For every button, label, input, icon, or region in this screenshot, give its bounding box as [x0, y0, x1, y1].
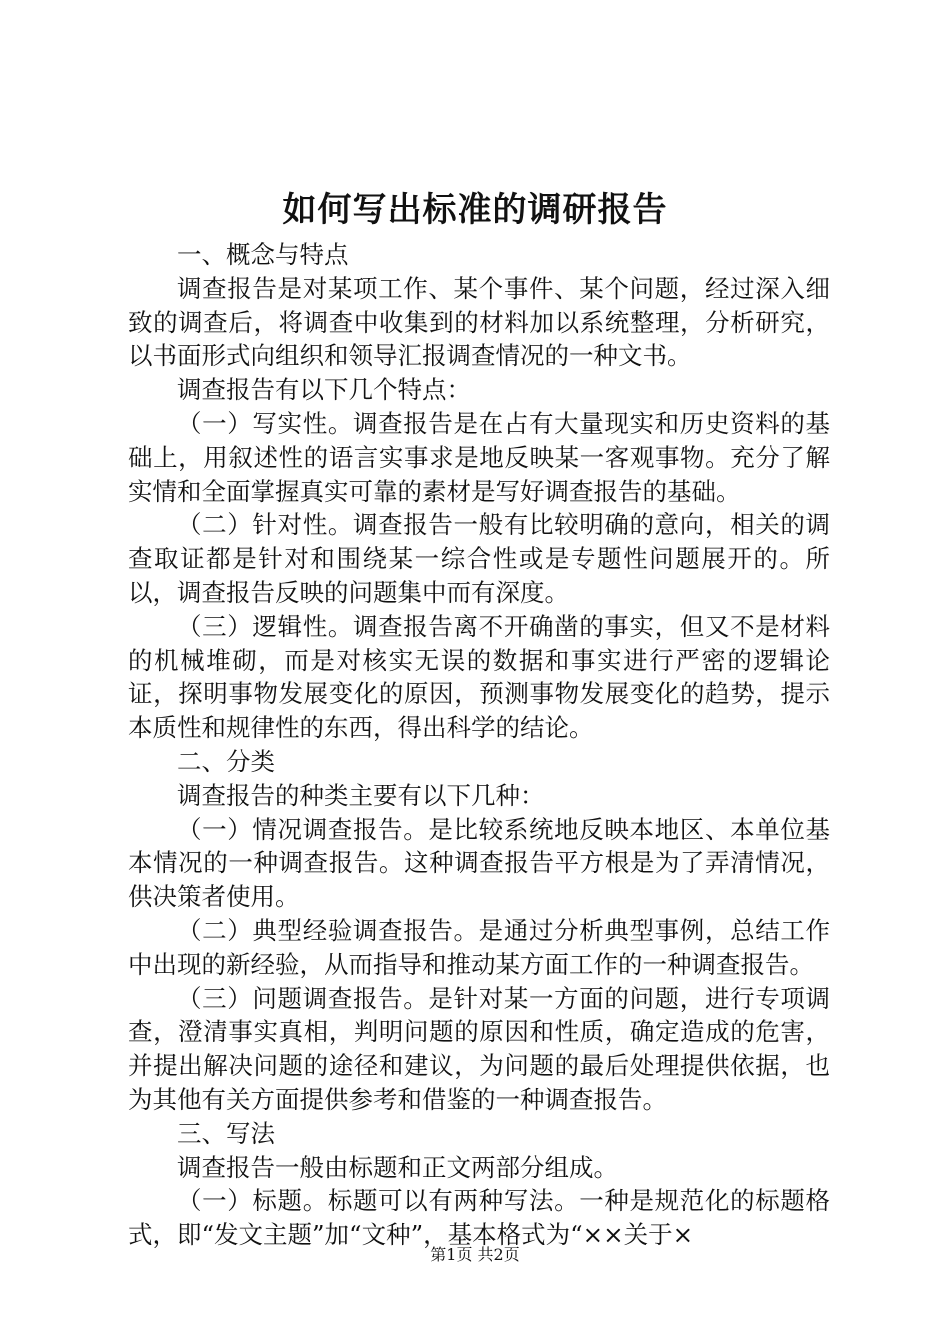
- section-heading-classification: 二、分类: [177, 746, 275, 776]
- paragraph-definition: 调查报告是对某项工作、某个事件、某个问题，经过深入细致的调查后，将调查中收集到的材料加以系统整理，分析研究，以书面形式向组织和领导汇报调查情况的一种文书。: [128, 273, 830, 371]
- document-title: 如何写出标准的调研报告: [282, 190, 668, 230]
- paragraph-types-intro: 调查报告的种类主要有以下几种：: [177, 780, 545, 810]
- paragraph-title-format: （一）标题。标题可以有两种写法。一种是规范化的标题格式，即“发文主题”加“文种”，基本格式为“××关于×: [128, 1186, 830, 1250]
- paragraph-feature-pertinence: （二）针对性。调查报告一般有比较明确的意向，相关的调查取证都是针对和围绕某一综合性或是专题性问题展开的。所以，调查报告反映的问题集中而有深度。: [128, 510, 830, 607]
- paragraph-structure: 调查报告一般由标题和正文两部分组成。: [177, 1152, 618, 1182]
- paragraph-type-experience: （二）典型经验调查报告。是通过分析典型事例，总结工作中出现的新经验，从而指导和推动某方面工作的一种调查报告。: [128, 915, 830, 979]
- paragraph-type-situation: （一）情况调查报告。是比较系统地反映本地区、本单位基本情况的一种调查报告。这种调查报告平方根是为了弄清情况，供决策者使用。: [128, 814, 830, 912]
- section-heading-writing: 三、写法: [177, 1118, 275, 1148]
- page-footer: 第1页 共2页: [430, 1245, 520, 1264]
- paragraph-feature-logic: （三）逻辑性。调查报告离不开确凿的事实，但又不是材料的机械堆砌，而是对核实无误的数据和事实进行严密的逻辑论证，探明事物发展变化的原因，预测事物发展变化的趋势，提示本质性和规律性的东西，得出科学的结论。: [128, 611, 830, 743]
- paragraph-type-problem: （三）问题调查报告。是针对某一方面的问题，进行专项调查，澄清事实真相，判明问题的原因和性质，确定造成的危害，并提出解决问题的途径和建议，为问题的最后处理提供依据，也为其他有关方面提供参考和借鉴的一种调查报告。: [128, 983, 830, 1114]
- section-heading-concept: 一、概念与特点: [177, 240, 349, 269]
- document-body: [128, 238, 830, 1252]
- paragraph-features-intro: 调查报告有以下几个特点：: [177, 375, 471, 405]
- paragraph-feature-realism: （一）写实性。调查报告是在占有大量现实和历史资料的基础上，用叙述性的语言实事求是地反映某一客观事物。充分了解实情和全面掌握真实可靠的素材是写好调查报告的基础。: [128, 408, 830, 506]
